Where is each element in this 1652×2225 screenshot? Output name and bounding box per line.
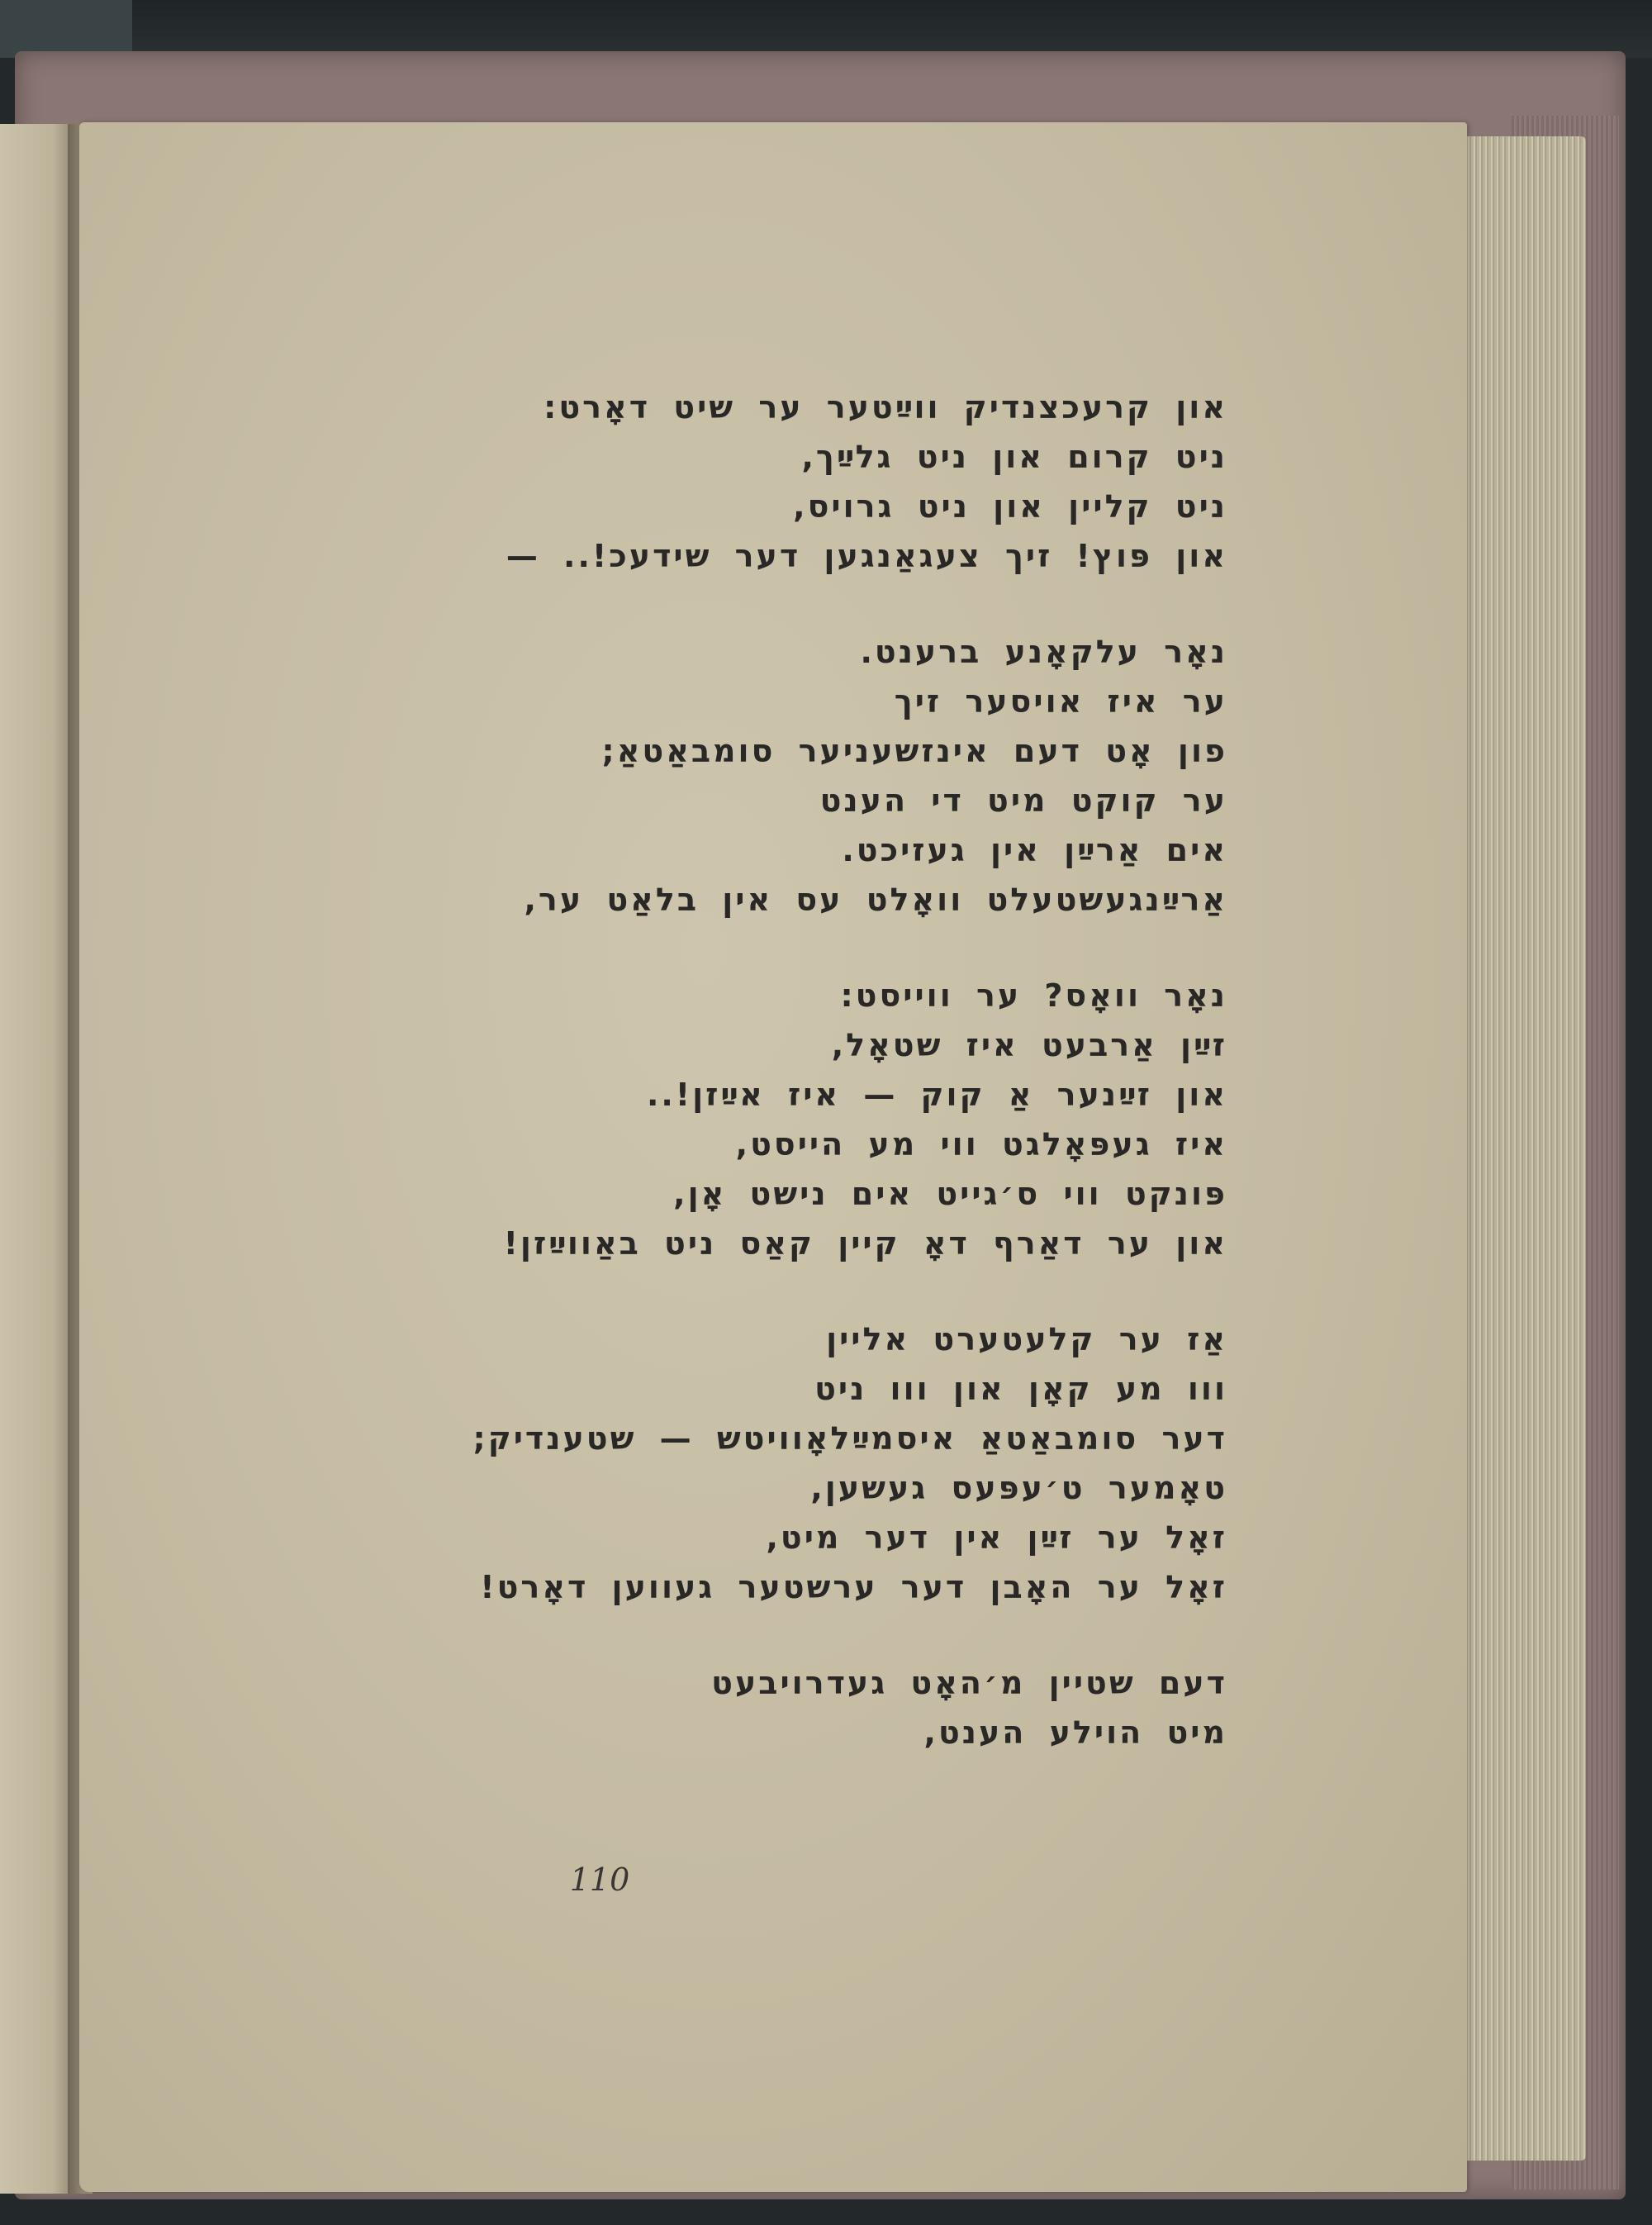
poem-line: און קרעכצנדיק ווײַטער ער שיט דאָרט: bbox=[544, 389, 1227, 426]
stanza bbox=[459, 1315, 1227, 1612]
page-edges bbox=[1454, 136, 1586, 2161]
poem-line: ער איז אויסער זיך bbox=[894, 683, 1227, 720]
poem-line: פון אָט דעם אינזשעניער סומבאַטאַ; bbox=[601, 733, 1227, 769]
poem-line: ניט קליין און ניט גרויס, bbox=[793, 488, 1227, 525]
book-page bbox=[79, 122, 1467, 2192]
poem-line: זאָל ער זײַן אין דער מיט, bbox=[766, 1519, 1227, 1556]
poem-line: דעם שטיין מ׳האָט געדרויבעט bbox=[711, 1665, 1227, 1701]
poem-line: טאָמער ט׳עפּעס געשען, bbox=[810, 1470, 1227, 1506]
stanza bbox=[459, 383, 1227, 581]
poem-line: אַרײַנגעשטעלט וואָלט עס אין בלאַט ער, bbox=[524, 882, 1227, 918]
poem-line: ניט קרום און ניט גלײַך, bbox=[801, 439, 1227, 475]
stanza bbox=[459, 627, 1227, 925]
facing-page-edge bbox=[0, 124, 76, 2194]
stanza bbox=[459, 971, 1227, 1268]
background-top bbox=[0, 0, 1652, 58]
book-spine-corner bbox=[0, 0, 132, 58]
poem-line: און פּוץ! זיך צעגאַנגען דער שידעכ!.. — bbox=[506, 538, 1227, 574]
page-number-label: 110 bbox=[569, 1861, 630, 1898]
poem-line: נאָר עלקאָנע ברענט. bbox=[860, 634, 1227, 670]
poem-line: דער סומבאַטאַ איסמײַלאָוויטש — שטענדיק; bbox=[472, 1420, 1227, 1457]
page-number bbox=[79, 1861, 1467, 1898]
poem-line: ווו מע קאָן און ווו ניט bbox=[814, 1371, 1227, 1407]
poem-line: און זײַנער אַ קוק — איז אײַזן!.. bbox=[646, 1077, 1227, 1113]
poem-line: אַז ער קלעטערט אליין bbox=[826, 1321, 1227, 1357]
poem-text bbox=[459, 383, 1227, 1804]
stanza bbox=[459, 1658, 1227, 1757]
poem-line: נאָר וואָס? ער ווייסט: bbox=[840, 977, 1227, 1014]
poem-line: זאָל ער האָבן דער ערשטער געווען דאָרט! bbox=[480, 1569, 1227, 1605]
poem-line: איז געפּאָלגט ווי מע הייסט, bbox=[735, 1126, 1227, 1162]
poem-line: מיט הוילע הענט, bbox=[923, 1714, 1227, 1751]
poem-line: זײַן אַרבעט איז שטאָל, bbox=[831, 1027, 1227, 1063]
poem-line: פּונקט ווי ס׳גייט אים נישט אָן, bbox=[673, 1176, 1227, 1212]
poem-line: ער קוקט מיט די הענט bbox=[819, 782, 1227, 819]
poem-line: אים אַרײַן אין געזיכט. bbox=[842, 832, 1227, 868]
poem-line: און ער דאַרף דאָ קיין קאַס ניט באַווײַזן! bbox=[503, 1225, 1227, 1262]
